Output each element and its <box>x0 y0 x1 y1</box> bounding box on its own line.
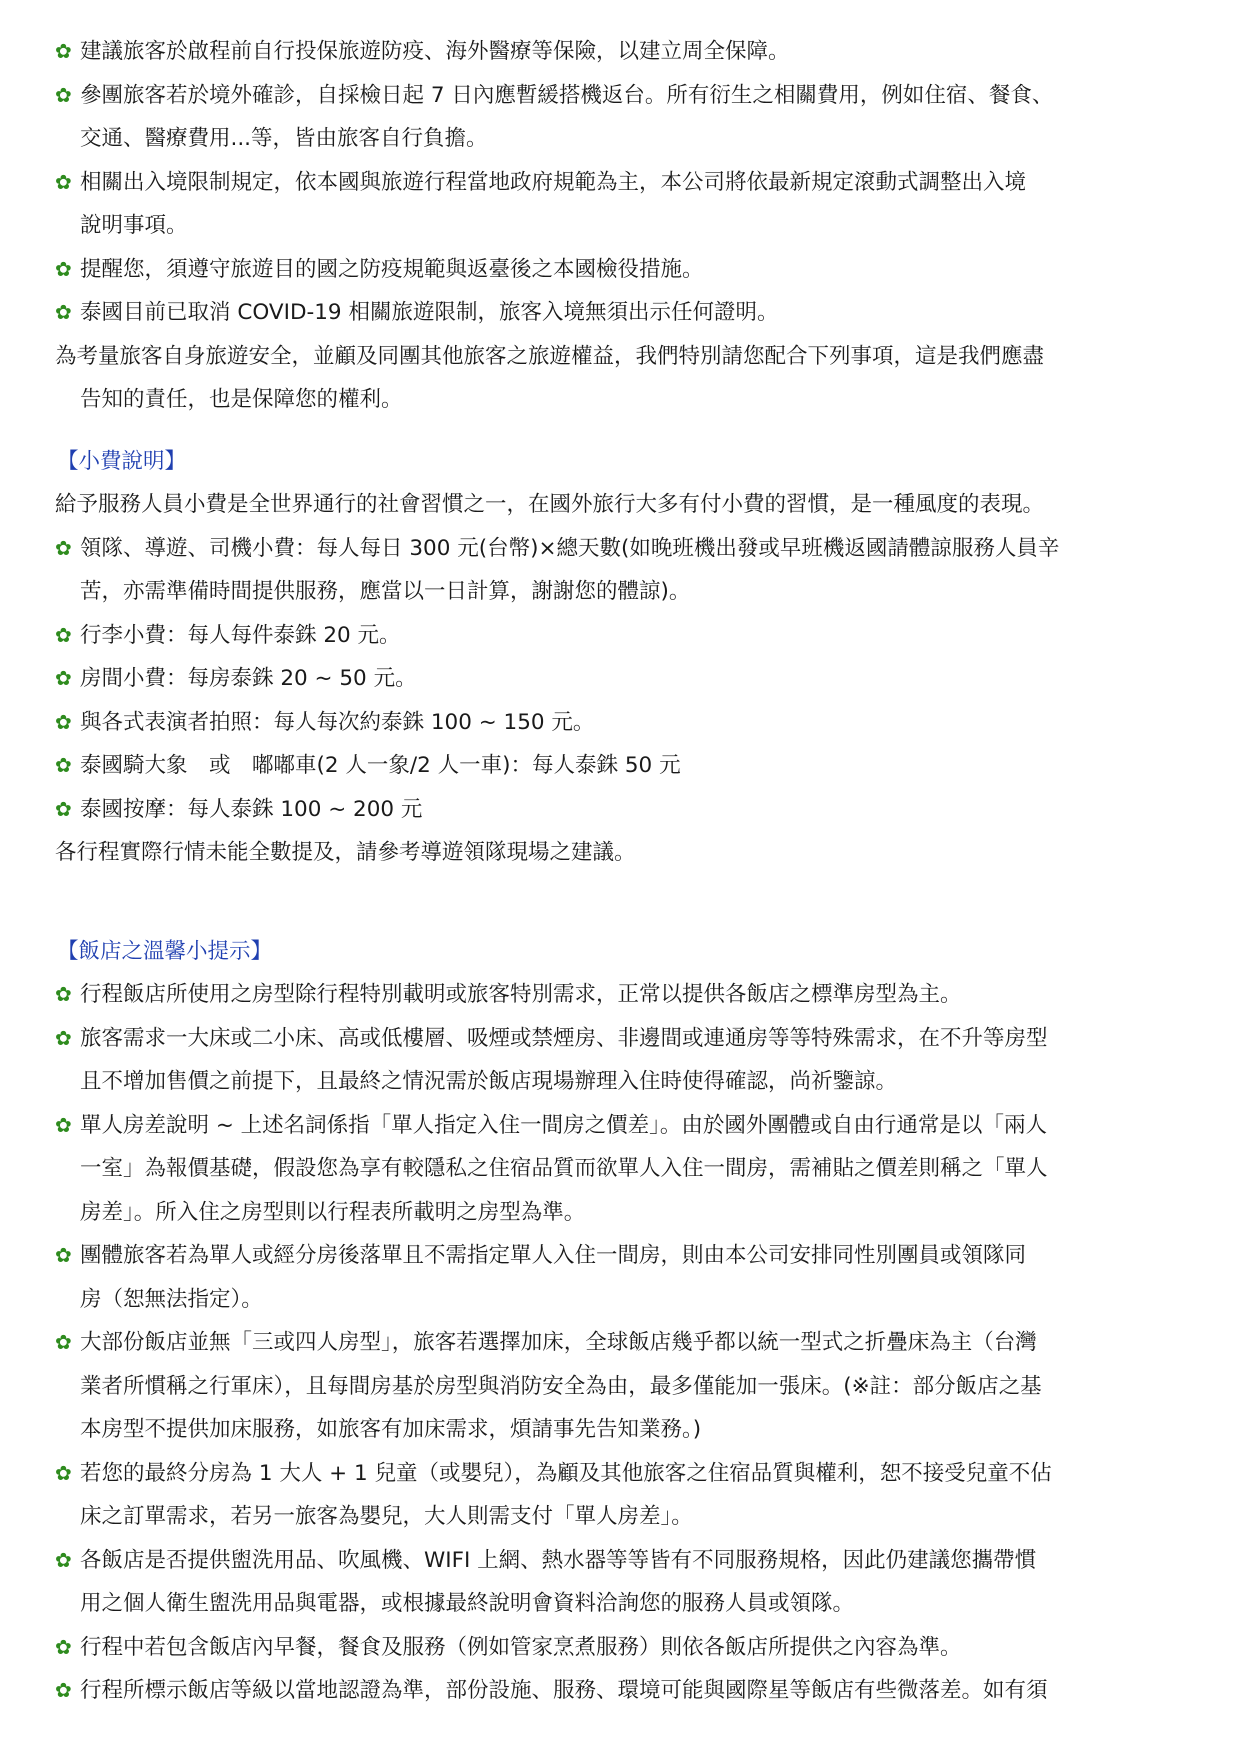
hotel-item-line: 一室」為報價基礎，假設您為享有較隱私之住宿品質而欲單人入住一間房，需補貼之價差則稱之「單人 <box>80 1156 1048 1181</box>
bullet-flower-icon: ✿ <box>55 666 72 690</box>
notice-item-line <box>55 30 1185 74</box>
tip-item-line <box>55 657 1185 701</box>
document-page <box>55 30 1185 1713</box>
tip-item-line <box>55 614 1185 658</box>
tips-heading: 【小費說明】 <box>57 448 187 474</box>
hotel-item-text: 旅客需求一大床或二小床、高或低樓層、吸煙或禁煙房、非邊間或連通房等等特殊需求，在不升等房型 <box>80 1025 1048 1051</box>
hotel-heading: 【飯店之溫馨小提示】 <box>57 938 273 964</box>
hotel-item-text: 行程所標示飯店等級以當地認證為準，部份設施、服務、環境可能與國際星等飯店有些微落差。如有須 <box>80 1678 1048 1703</box>
tip-item-line <box>55 527 1185 571</box>
bullet-flower-icon: ✿ <box>55 82 72 107</box>
notice-item-line <box>55 161 1185 205</box>
hotel-item-line: 房（恕無法指定）。 <box>80 1286 263 1312</box>
tip-item-text: 與各式表演者拍照：每人每次約泰銖 100 ~ 150 元。 <box>80 709 595 735</box>
notice-item-line: 說明事項。 <box>80 213 188 238</box>
hotel-item-line: 床之訂單需求，若另一旅客為嬰兒，大人則需支付「單人房差」。 <box>80 1504 693 1529</box>
bullet-flower-icon: ✿ <box>55 1025 72 1050</box>
hotel-item-text: 行程中若包含飯店內早餐，餐食及服務（例如管家烹煮服務）則依各飯店所提供之內容為準。 <box>80 1634 962 1660</box>
notice-item-text: 相關出入境限制規定，依本國與旅遊行程當地政府規範為主，本公司將依最新規定滾動式調整出入境 <box>80 169 1027 195</box>
hotel-item-line <box>55 1669 1185 1713</box>
hotel-item-text: 團體旅客若為單人或經分房後落單且不需指定單人入住一間房，則由本公司安排同性別團員或領隊同 <box>80 1243 1027 1268</box>
hotel-item-line <box>55 1234 1185 1278</box>
bullet-flower-icon: ✿ <box>55 1678 72 1702</box>
hotel-item-line <box>55 973 1185 1017</box>
tip-item-line <box>55 788 1185 832</box>
bullet-flower-icon: ✿ <box>55 622 72 647</box>
bullet-flower-icon: ✿ <box>55 1460 72 1485</box>
hotel-item-line: 房差」。所入住之房型則以行程表所載明之房型為準。 <box>80 1199 586 1225</box>
bullet-flower-icon: ✿ <box>55 256 72 281</box>
hotel-item-line <box>55 1626 1185 1670</box>
bullet-flower-icon: ✿ <box>55 169 72 194</box>
bullet-flower-icon: ✿ <box>55 1634 72 1659</box>
tip-item-text: 泰國按摩：每人泰銖 100 ~ 200 元 <box>80 796 423 822</box>
notice-item-line: 交通、醫療費用...等，皆由旅客自行負擔。 <box>80 126 488 151</box>
bullet-flower-icon: ✿ <box>55 709 72 734</box>
hotel-item-line: 且不增加售價之前提下，且最終之情況需於飯店現場辦理入住時使得確認，尚祈鑒諒。 <box>80 1069 898 1094</box>
hotel-item-line <box>55 1539 1185 1583</box>
bullet-flower-icon: ✿ <box>55 535 72 560</box>
tip-item-line <box>55 701 1185 745</box>
hotel-item-text: 單人房差說明 ~ 上述名詞係指「單人指定入住一間房之價差」。由於國外團體或自由行通常是以「兩人 <box>80 1112 1047 1138</box>
intro-paragraph-line: 告知的責任，也是保障您的權利。 <box>80 387 403 412</box>
notice-item-text: 提醒您，須遵守旅遊目的國之防疫規範與返臺後之本國檢役措施。 <box>80 256 704 282</box>
hotel-item-text: 行程飯店所使用之房型除行程特別載明或旅客特別需求，正常以提供各飯店之標準房型為主。 <box>80 982 962 1007</box>
hotel-item-line <box>55 1104 1185 1148</box>
hotel-item-text: 各飯店是否提供盥洗用品、吹風機、WIFI 上網、熱水器等等皆有不同服務規格，因此仍建議您攜帶慣 <box>80 1547 1037 1573</box>
tip-item-line: 苦，亦需準備時間提供服務，應當以一日計算，謝謝您的體諒)。 <box>80 579 691 604</box>
hotel-item-line <box>55 1321 1185 1365</box>
hotel-item-line: 用之個人衛生盥洗用品與電器，或根據最終說明會資料洽詢您的服務人員或領隊。 <box>80 1591 855 1616</box>
tips-intro: 給予服務人員小費是全世界通行的社會習慣之一，在國外旅行大多有付小費的習慣，是一種風度的表現。 <box>55 492 1045 517</box>
notice-item-line <box>55 74 1185 118</box>
tips-outro: 各行程實際行情未能全數提及，請參考導遊領隊現場之建議。 <box>55 840 636 865</box>
bullet-flower-icon: ✿ <box>55 1330 72 1354</box>
bullet-flower-icon: ✿ <box>55 982 72 1006</box>
hotel-item-line: 業者所慣稱之行軍床），且每間房基於房型與消防安全為由，最多僅能加一張床。(※註：部分飯店之基 <box>80 1373 1042 1399</box>
notice-item-text: 泰國目前已取消 COVID-19 相關旅遊限制，旅客入境無須出示任何證明。 <box>80 300 779 325</box>
tip-item-text: 房間小費：每房泰銖 20 ~ 50 元。 <box>80 666 417 691</box>
hotel-item-line <box>55 1452 1185 1496</box>
tip-item-line <box>55 744 1185 788</box>
hotel-item-line <box>55 1017 1185 1061</box>
hotel-item-text: 若您的最終分房為 1 大人 + 1 兒童（或嬰兒），為顧及其他旅客之住宿品質與權利，恕不接受兒童不佔 <box>80 1460 1052 1486</box>
hotel-item-text: 大部份飯店並無「三或四人房型」，旅客若選擇加床，全球飯店幾乎都以統一型式之折疊床為主（台灣 <box>80 1330 1037 1355</box>
bullet-flower-icon: ✿ <box>55 300 72 324</box>
bullet-flower-icon: ✿ <box>55 753 72 777</box>
intro-paragraph-line: 為考量旅客自身旅遊安全，並顧及同團其他旅客之旅遊權益，我們特別請您配合下列事項，這是我們應盡 <box>55 343 1045 369</box>
bullet-flower-icon: ✿ <box>55 796 72 821</box>
hotel-item-line: 本房型不提供加床服務，如旅客有加床需求，煩請事先告知業務。) <box>80 1417 702 1442</box>
bullet-flower-icon: ✿ <box>55 39 72 63</box>
bullet-flower-icon: ✿ <box>55 1243 72 1267</box>
notice-item-line <box>55 291 1185 335</box>
notice-item-text: 參團旅客若於境外確診，自採檢日起 7 日內應暫緩搭機返台。所有衍生之相關費用，例如住宿、餐食、 <box>80 82 1054 108</box>
tip-item-text: 領隊、導遊、司機小費：每人每日 300 元(台幣)×總天數(如晚班機出發或早班機返國請體諒服務人員辛 <box>80 535 1060 561</box>
tip-item-text: 泰國騎大象 或 嘟嘟車(2 人一象/2 人一車)：每人泰銖 50 元 <box>80 753 681 778</box>
spacer <box>55 422 1185 440</box>
tip-item-text: 行李小費：每人每件泰銖 20 元。 <box>80 622 401 648</box>
bullet-flower-icon: ✿ <box>55 1112 72 1137</box>
spacer <box>55 875 1185 930</box>
bullet-flower-icon: ✿ <box>55 1547 72 1572</box>
notice-item-text: 建議旅客於啟程前自行投保旅遊防疫、海外醫療等保險，以建立周全保障。 <box>80 39 790 64</box>
notice-item-line <box>55 248 1185 292</box>
